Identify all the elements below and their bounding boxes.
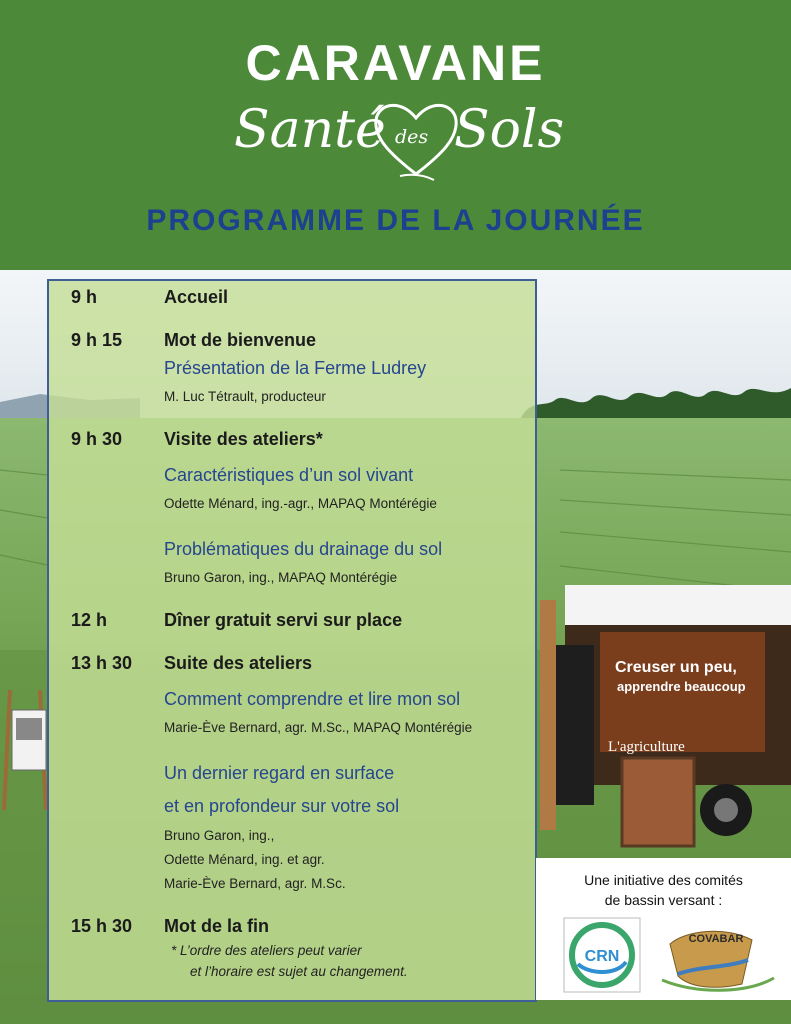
initiative-box: [536, 858, 791, 1000]
workshop-lire-sol: Comment comprendre et lire mon sol: [164, 689, 461, 709]
subitem-presentation-ferme: Présentation de la Ferme Ludrey: [164, 358, 427, 378]
crn-logo: [560, 914, 644, 996]
footnote-line1: * L’ordre des ateliers peut varier: [171, 943, 362, 958]
speaker-list-2: Odette Ménard, ing. et agr.: [164, 852, 325, 867]
item-accueil: Accueil: [164, 287, 229, 307]
item-visite-ateliers: Visite des ateliers*: [164, 429, 323, 449]
workshop-dernier-regard-line1: Un dernier regard en surface: [164, 763, 395, 783]
trailer-slogan-line1: Creuser un peu,: [615, 659, 737, 676]
trailer-slogan-line2: apprendre beaucoup: [617, 679, 746, 694]
time-13h30: 13 h 30: [71, 653, 133, 673]
brand-title: CARAVANE: [245, 35, 546, 91]
speaker-tetrault: M. Luc Tétrault, producteur: [164, 389, 326, 404]
brand-word-des: des: [395, 126, 429, 148]
speaker-menard: Odette Ménard, ing.-agr., MAPAQ Montérégie: [164, 496, 437, 511]
schedule-panel: [47, 279, 537, 1002]
initiative-line2: de bassin versant :: [604, 892, 723, 908]
brand-logotype: [0, 96, 791, 186]
footnote-line2: et l’horaire est sujet au changement.: [190, 964, 408, 979]
workshop-sol-vivant: Caractéristiques d’un sol vivant: [164, 465, 414, 485]
header-banner: [0, 0, 791, 270]
speaker-list-1: Bruno Garon, ing.,: [164, 828, 275, 843]
crn-logo-text: CRN: [584, 948, 620, 965]
time-15h30: 15 h 30: [71, 916, 133, 936]
program-title: PROGRAMME DE LA JOURNÉE: [146, 204, 645, 237]
item-mot-bienvenue: Mot de bienvenue: [164, 330, 317, 350]
brand-word-sante: Santé: [234, 100, 386, 160]
initiative-line1: Une initiative des comités: [584, 872, 743, 888]
time-9h15: 9 h 15: [71, 330, 123, 350]
covabar-logo-text: COVABAR: [688, 933, 744, 945]
trailer-brand-text: L'agriculture: [608, 739, 685, 755]
speaker-garon: Bruno Garon, ing., MAPAQ Montérégie: [164, 570, 398, 585]
workshop-dernier-regard-line2: et en profondeur sur votre sol: [164, 796, 400, 816]
time-9h30: 9 h 30: [71, 429, 123, 449]
time-12h: 12 h: [71, 610, 108, 630]
covabar-logo: [656, 914, 780, 996]
workshop-drainage: Problématiques du drainage du sol: [164, 539, 443, 559]
speaker-bernard: Marie-Ève Bernard, agr. M.Sc., MAPAQ Montérégie: [164, 720, 473, 735]
item-mot-fin: Mot de la fin: [164, 916, 269, 936]
speaker-list-3: Marie-Ève Bernard, agr. M.Sc.: [164, 876, 346, 891]
item-diner: Dîner gratuit servi sur place: [164, 610, 403, 630]
item-suite-ateliers: Suite des ateliers: [164, 653, 313, 673]
brand-word-sols: Sols: [454, 100, 565, 160]
time-9h: 9 h: [71, 287, 98, 307]
